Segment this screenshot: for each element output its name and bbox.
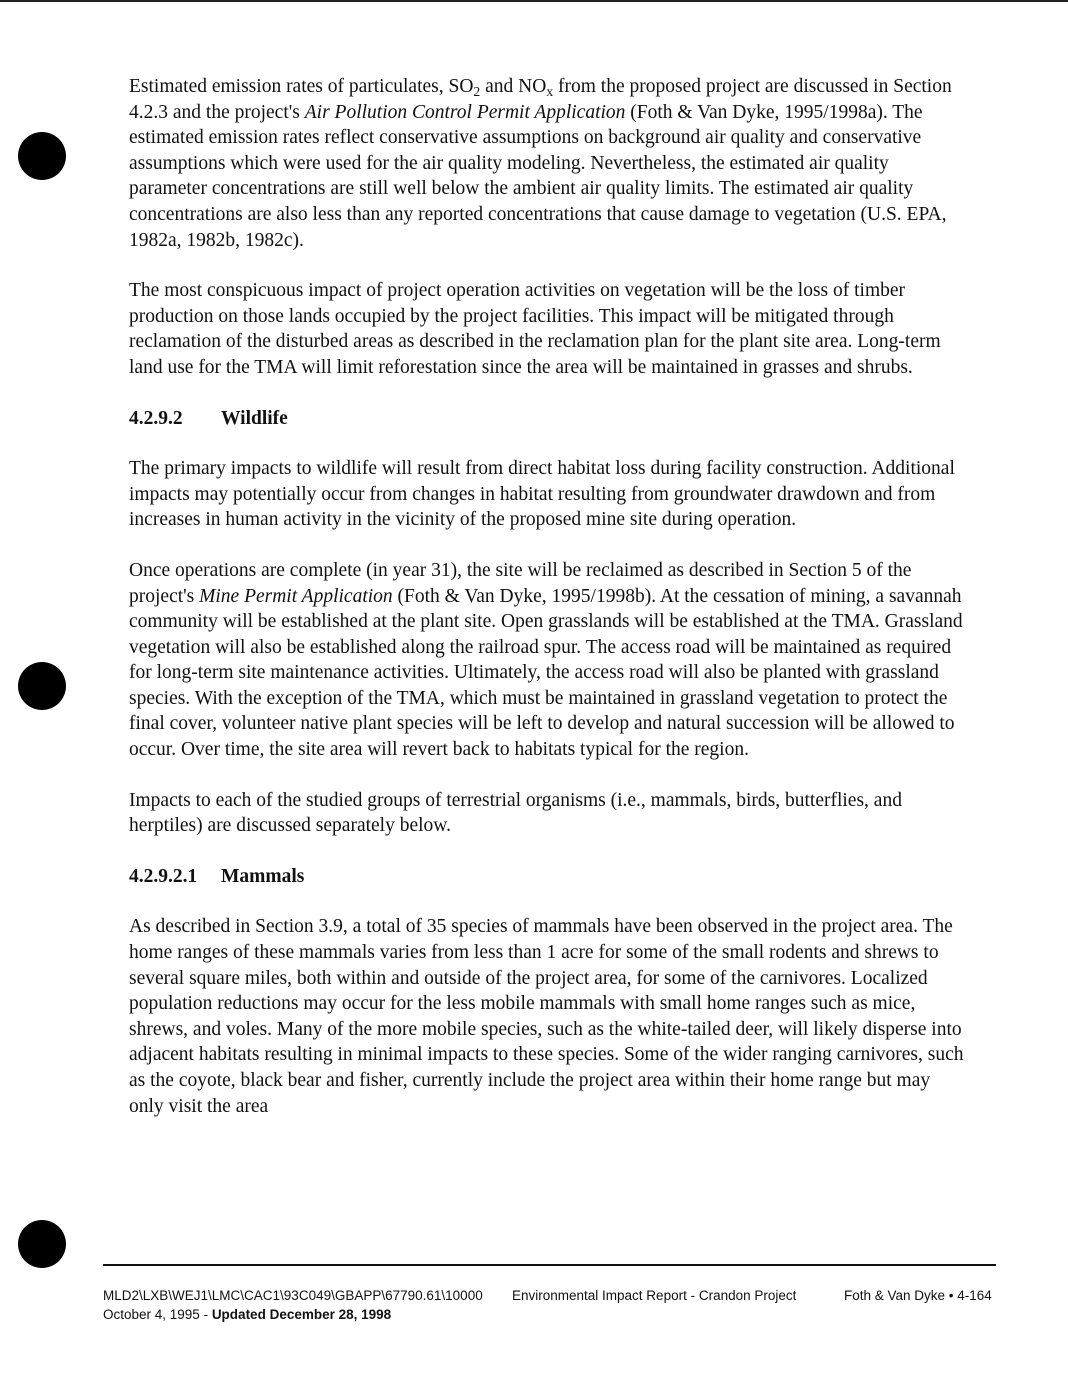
paragraph-emission-rates: Estimated emission rates of particulates, $SO_2$ and $NO_x$ from the proposed project are discussed in Section 4.2.3 and the project's Air Pollution Control Permit Application (Foth & Van Dyke, 1995/1998a). The estimated emission rates reflect conservative assumptions on background air quality and conservative assumptions which were used for the air quality modeling. Nevertheless, the estimated air quality parameter concentrations are still well below the ambient air quality limits. The estimated air quality concentrations are also less than any reported concentrations that cause damage to vegetation (U.S. EPA, 1982a, 1982b, 1982c). bbox=[129, 76, 952, 251]
heading-wildlife bbox=[129, 406, 969, 432]
paragraph-reclamation: Once operations are complete (in year 31), the site will be reclaimed as described in Section 5 of the project's Mine Permit Application (Foth & Van Dyke, 1995/1998b). At the cessation of mining, a savannah community will be established at the plant site. Open grasslands will be established at the TMA. Grassland vegetation will also be established along the railroad spur. The access road will be maintained as required for long-term site maintenance activities. Ultimately, the access road will also be planted with grassland species. With the exception of the TMA, which must be maintained in grassland vegetation to protect the final cover, volunteer native plant species will be left to develop and natural succession will be allowed to occur. Over time, the site area will revert back to habitats typical for the region. bbox=[129, 559, 963, 761]
heading-number: 4.2.9.2.1 bbox=[129, 865, 198, 887]
paragraph-mammals: As described in Section 3.9, a total of 35 species of mammals have been observed in the project area. The home ranges of these mammals varies from less than 1 acre for some of the small rodents and shrews to several square miles, both within and outside of the project area, for some of the carnivores. Localized population reductions may occur for the less mobile mammals with small home ranges such as mice, shrews, and voles. Many of the more mobile species, such as the white-tailed deer, will likely disperse into adjacent habitats resulting in minimal impacts to these species. Some of the wider ranging carnivores, such as the coyote, black bear and fisher, currently include the project area within their home range but may only visit the area bbox=[129, 916, 964, 1117]
heading-title: Wildlife bbox=[221, 407, 288, 429]
footer-page-number: Foth & Van Dyke • 4-164 bbox=[844, 1288, 992, 1303]
footer-file-path: MLD2\LXB\WEJ1\LMC\CAC1\93C049\GBAPP\67790.61\10000 bbox=[103, 1288, 483, 1303]
paragraph-wildlife-impacts: The primary impacts to wildlife will result from direct habitat loss during facility construction. Additional impacts may potentially occur from changes in habitat resulting from groundwater drawdown and from increases in human activity in the vicinity of the proposed mine site during operation. bbox=[129, 458, 955, 531]
heading-mammals bbox=[129, 864, 969, 890]
heading-title: Mammals bbox=[221, 865, 305, 887]
punch-hole-bottom bbox=[18, 1220, 66, 1268]
heading-number: 4.2.9.2 bbox=[129, 407, 183, 429]
punch-hole-top bbox=[18, 132, 66, 180]
document-title-italic: Mine Permit Application bbox=[199, 585, 393, 607]
top-edge-line bbox=[0, 0, 1068, 2]
page-body bbox=[129, 74, 969, 1144]
punch-hole-middle bbox=[18, 662, 66, 710]
footer-report-title: Environmental Impact Report - Crandon Project bbox=[512, 1288, 797, 1303]
paragraph-vegetation-impact: The most conspicuous impact of project operation activities on vegetation will be the loss of timber production on those lands occupied by the project facilities. This impact will be mitigated through reclamation of the disturbed areas as described in the reclamation plan for the plant site area. Long-term land use for the TMA will limit reforestation since the area will be maintained in grasses and shrubs. bbox=[129, 280, 941, 378]
footer-rule bbox=[103, 1264, 996, 1266]
paragraph-organism-groups: Impacts to each of the studied groups of terrestrial organisms (i.e., mammals, birds, butterflies, and herptiles) are discussed separately below. bbox=[129, 789, 902, 837]
footer-date: October 4, 1995 - Updated December 28, 1998 bbox=[103, 1307, 392, 1322]
document-title-italic: Air Pollution Control Permit Application bbox=[304, 101, 626, 123]
footer-left bbox=[103, 1286, 483, 1324]
